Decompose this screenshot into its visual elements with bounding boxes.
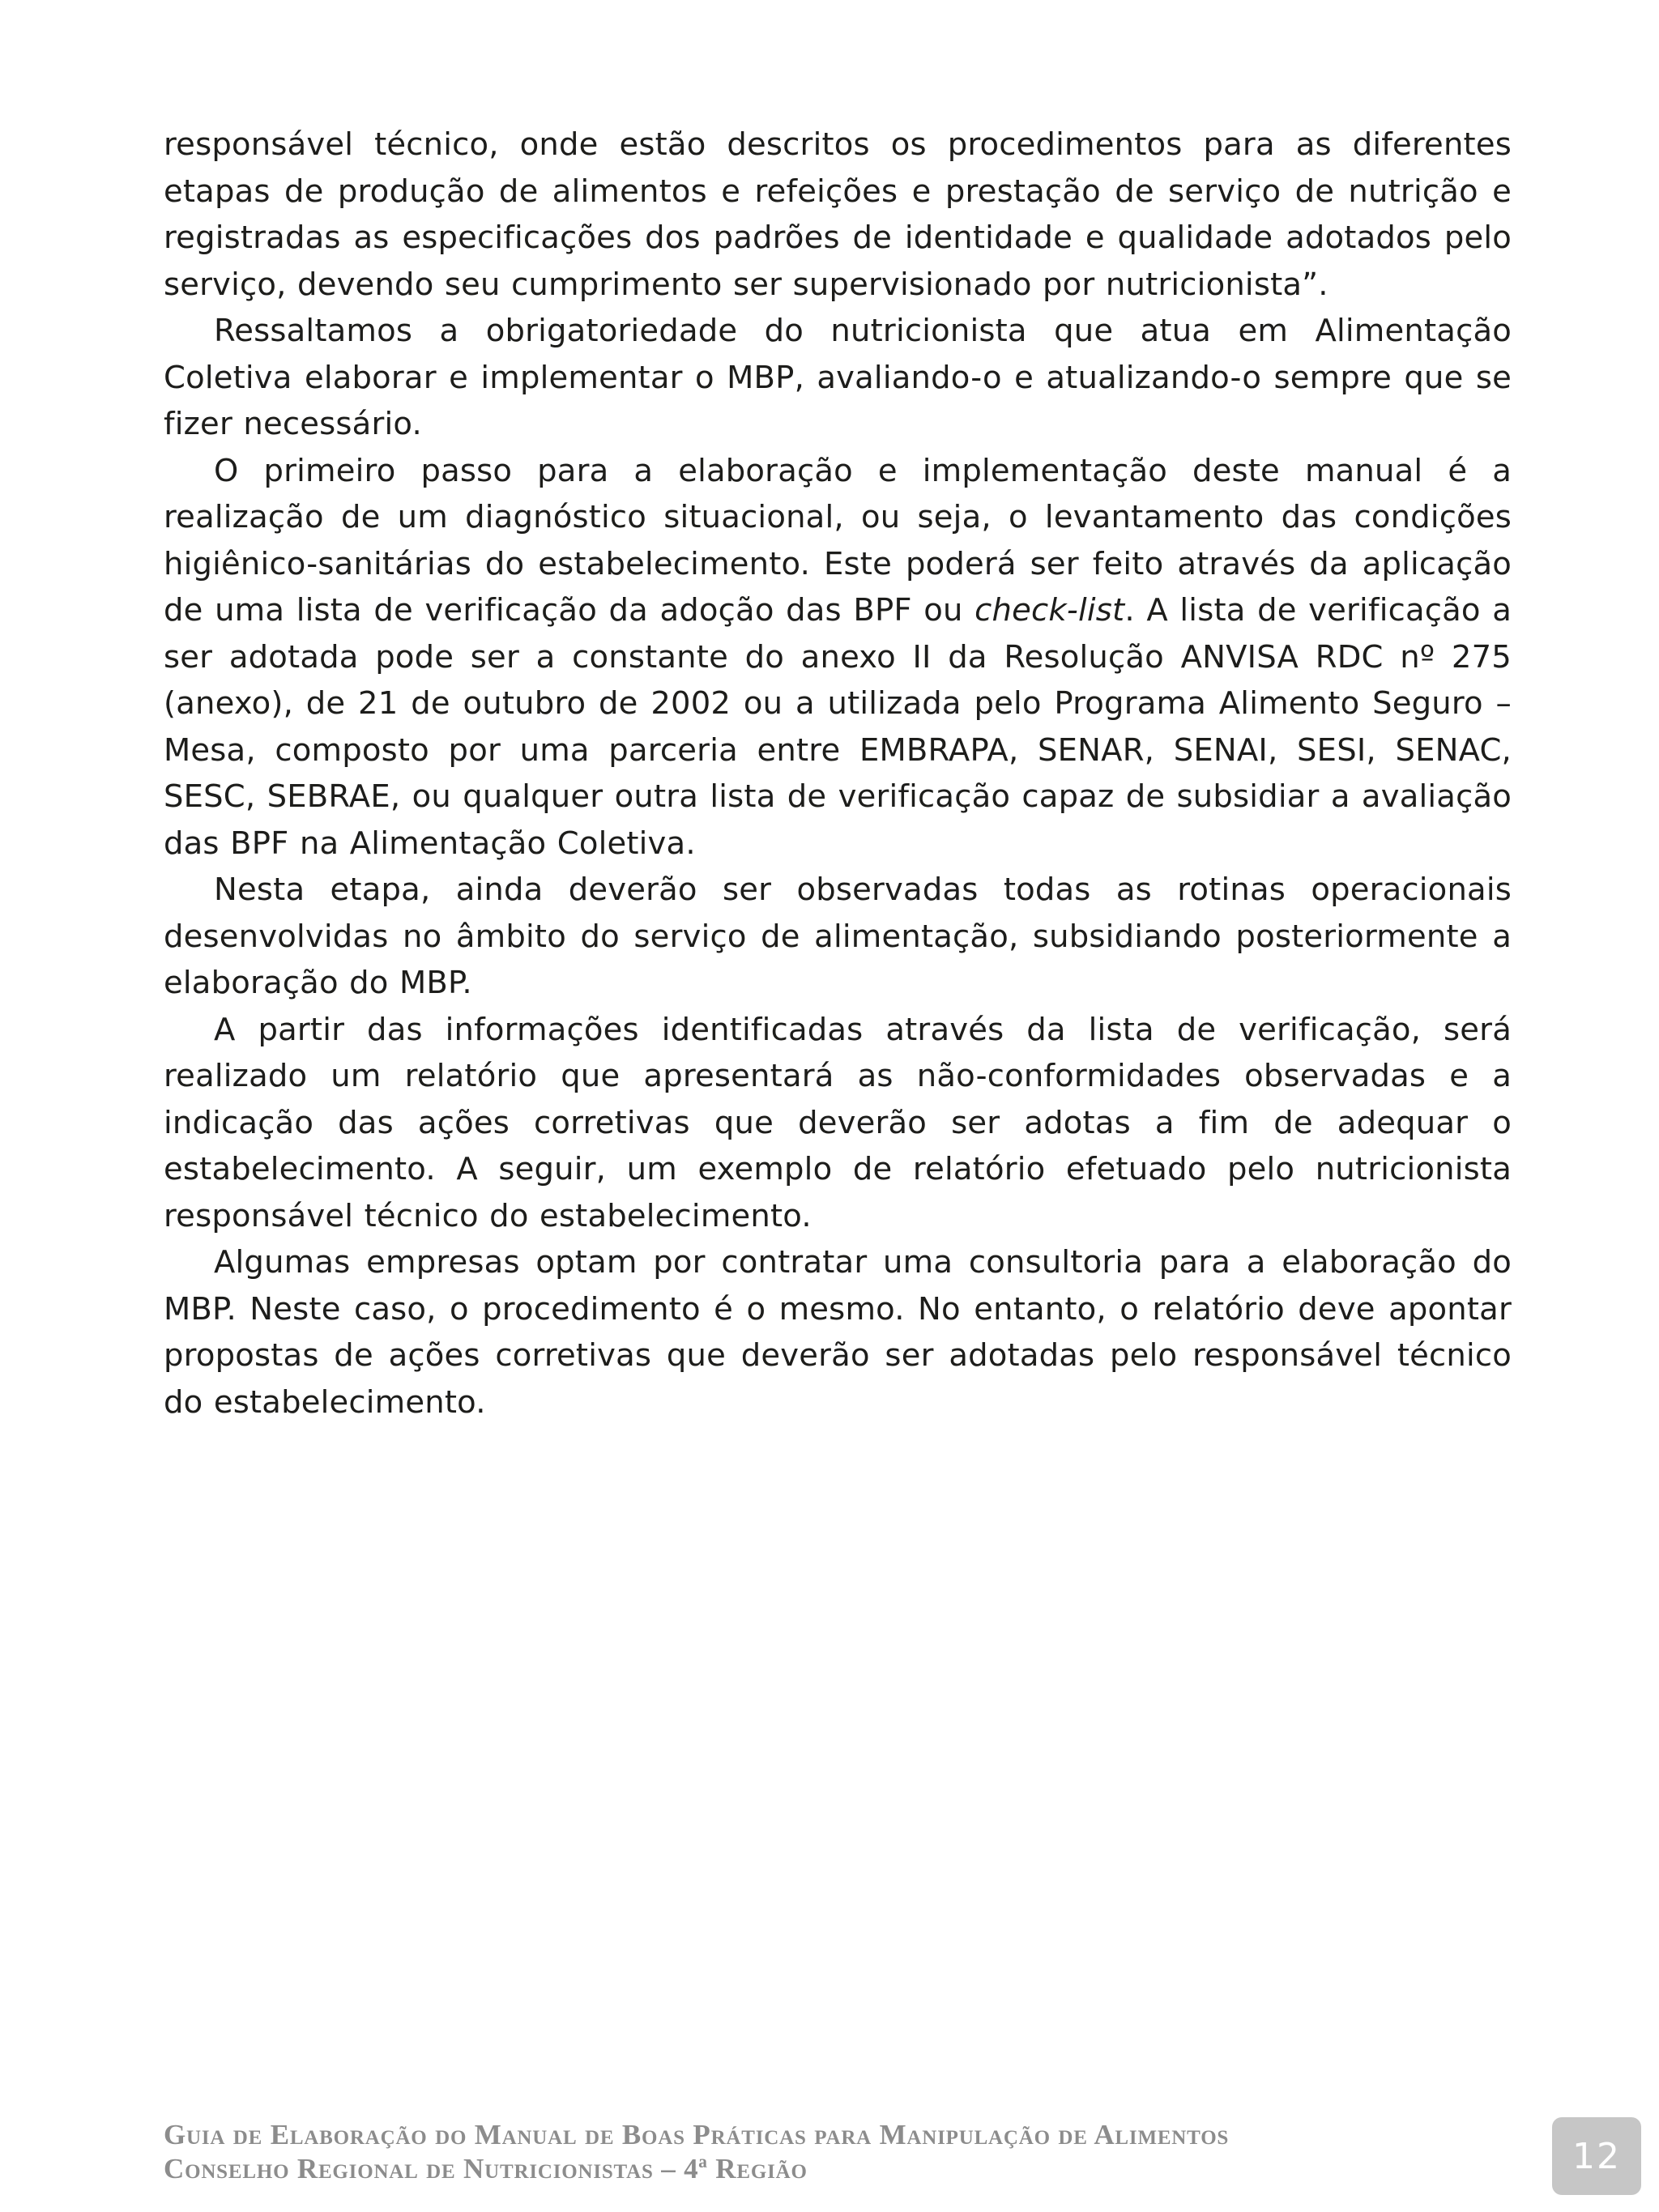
paragraph-4 [164, 867, 1512, 1007]
paragraph-4-text: Nesta etapa, ainda deverão ser observadas todas as rotinas operacionais desenvolvidas no âmbito do serviço de alimentação, subsidiando posteriormente a elaboração do MBP. [164, 872, 1512, 1001]
footer-council-name: Conselho Regional de Nutricionistas – 4ª Região [164, 2153, 808, 2184]
page-number-badge [1552, 2117, 1641, 2195]
page-number: 12 [1572, 2135, 1621, 2177]
paragraph-3-text-before: O primeiro passo para a elaboração e implementação deste manual é a realização de um diagnóstico situacional, ou seja, o levantamento das condições higiênico-sanitárias do estabelecimento. Este poderá ser feito através da aplicação de uma lista de verificação da adoção das BPF ou [164, 452, 1512, 629]
paragraph-3 [164, 448, 1512, 867]
paragraph-6-text: Algumas empresas optam por contratar uma consultoria para a elaboração do MBP. Neste caso, o procedimento é o mesmo. No entanto, o relatório deve apontar propostas de ações corretivas que deverão ser adotadas pelo responsável técnico do estabelecimento. [164, 1244, 1512, 1421]
footer-guide-title: Guia de Elaboração do Manual de Boas Práticas para Manipulação de Alimentos [164, 2119, 1230, 2150]
paragraph-3-italic-term: check-list [975, 592, 1125, 629]
paragraph-1 [164, 121, 1512, 308]
paragraph-6 [164, 1239, 1512, 1426]
page-body [164, 121, 1512, 1426]
running-footer [164, 2118, 1379, 2186]
paragraph-1-text: responsável técnico, onde estão descritos os procedimentos para as diferentes etapas de produção de alimentos e refeições e prestação de serviço de nutrição e registradas as especificações dos padrões de identidade e qualidade adotados pelo serviço, devendo seu cumprimento ser supervisionado por nutricionista”. [164, 126, 1512, 303]
paragraph-5-text: A partir das informações identificadas através da lista de verificação, será realizado um relatório que apresentará as não-conformidades observadas e a indicação das ações corretivas que deverão ser adotas a fim de adequar o estabelecimento. A seguir, um exemplo de relatório efetuado pelo nutricionista responsável técnico do estabelecimento. [164, 1011, 1512, 1234]
paragraph-2-text: Ressaltamos a obrigatoriedade do nutricionista que atua em Alimentação Coletiva elaborar e implementar o MBP, avaliando-o e atualizando-o sempre que se fizer necessário. [164, 313, 1512, 442]
paragraph-5 [164, 1007, 1512, 1240]
paragraph-3-text-after: . A lista de verificação a ser adotada pode ser a constante do anexo II da Resolução ANVISA RDC nº 275 (anexo), de 21 de outubro de 2002 ou a utilizada pelo Programa Alimento Seguro – Mesa, composto por uma parceria entre EMBRAPA, SENAR, SENAI, SESI, SENAC, SESC, SEBRAE, ou qualquer outra lista de verificação capaz de subsidiar a avaliação das BPF na Alimentação Coletiva. [164, 592, 1512, 862]
paragraph-2 [164, 308, 1512, 448]
